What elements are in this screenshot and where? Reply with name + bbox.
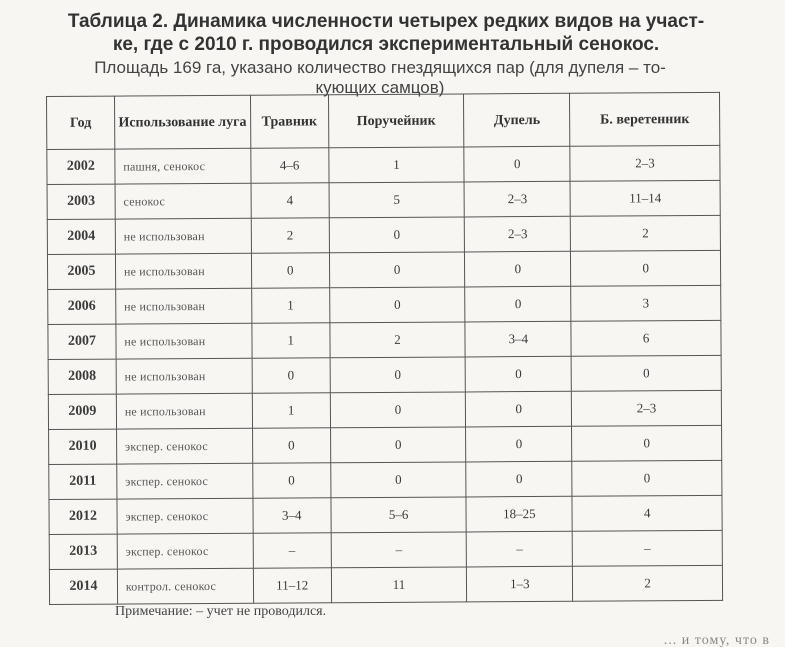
cell-veretennik: 0 xyxy=(572,460,722,496)
cell-veretennik: 0 xyxy=(572,425,722,461)
cell-dupel: 18–25 xyxy=(466,496,572,532)
cell-year: 2007 xyxy=(48,324,116,359)
cell-year: 2004 xyxy=(47,219,115,254)
cell-usage: контрол. сенокос xyxy=(117,568,253,604)
cell-travnik: 0 xyxy=(251,253,329,288)
table-note: Примечание: – учет не проводился. xyxy=(115,604,327,619)
cell-dupel: 0 xyxy=(466,356,572,392)
table-row xyxy=(48,355,721,394)
table-row xyxy=(49,425,722,464)
cell-dupel: 2–3 xyxy=(464,181,570,217)
table-header-row xyxy=(47,92,720,149)
cell-year: 2002 xyxy=(47,149,115,184)
cell-usage: не использован xyxy=(116,288,252,324)
cell-travnik: 1 xyxy=(252,393,330,428)
cell-poruchejnik: 1 xyxy=(328,147,464,183)
header-year: Год xyxy=(47,96,115,149)
cell-veretennik: 11–14 xyxy=(570,180,720,216)
cell-usage: экспер. сенокос xyxy=(117,498,253,534)
cell-dupel: 3–4 xyxy=(465,321,571,357)
header-poruchejnik: Поручейник xyxy=(328,94,464,148)
cell-year: 2003 xyxy=(47,184,115,219)
table-row xyxy=(48,320,721,359)
cell-dupel: 0 xyxy=(464,146,570,182)
table-row xyxy=(47,180,720,219)
cell-poruchejnik: 2 xyxy=(330,322,466,358)
cell-veretennik: 4 xyxy=(572,495,722,531)
cell-year: 2008 xyxy=(48,359,116,394)
cell-poruchejnik: 0 xyxy=(330,462,466,498)
cell-usage: сенокос xyxy=(115,183,251,219)
title-line-1: Таблица 2. Динамика численности четырех редких видов на участ- xyxy=(67,11,705,32)
cell-poruchejnik: 0 xyxy=(330,427,466,463)
cell-usage: пашня, сенокос xyxy=(115,148,251,184)
subtitle-line-1: Площадь 169 га, указано количество гнездящихся пар (для дупеля – то- xyxy=(94,58,666,77)
table-row xyxy=(47,215,720,254)
cell-usage: экспер. сенокос xyxy=(117,463,253,499)
cell-travnik: 2 xyxy=(251,218,329,253)
cell-poruchejnik: 0 xyxy=(330,357,466,393)
cell-dupel: 0 xyxy=(466,461,572,497)
table-row xyxy=(49,530,722,569)
cell-year: 2006 xyxy=(48,289,116,324)
cell-veretennik: 0 xyxy=(571,355,721,391)
cut-off-text: ... и тому, что в xyxy=(663,633,770,647)
cell-dupel: – xyxy=(467,531,573,567)
cell-veretennik: 3 xyxy=(571,285,721,321)
cell-travnik: 0 xyxy=(252,463,330,498)
species-table xyxy=(46,92,723,605)
table-row xyxy=(49,460,722,499)
cell-poruchejnik: – xyxy=(331,532,467,568)
cell-usage: не использован xyxy=(115,218,251,254)
cell-dupel: 1–3 xyxy=(467,566,573,602)
cell-veretennik: – xyxy=(572,530,722,566)
cell-dupel: 0 xyxy=(465,286,571,322)
header-dupel: Дупель xyxy=(464,93,570,147)
table-row xyxy=(47,145,720,184)
cell-usage: не использован xyxy=(115,253,251,289)
cell-travnik: 1 xyxy=(252,323,330,358)
table-row xyxy=(48,390,721,429)
cell-travnik: 0 xyxy=(252,428,330,463)
cell-year: 2010 xyxy=(49,429,117,464)
cell-dupel: 0 xyxy=(466,426,572,462)
cell-travnik: 4 xyxy=(251,183,329,218)
header-travnik: Травник xyxy=(250,95,328,148)
cell-veretennik: 2–3 xyxy=(572,390,722,426)
cell-year: 2014 xyxy=(49,569,117,604)
table-row xyxy=(48,285,721,324)
cell-travnik: 4–6 xyxy=(251,148,329,183)
header-usage: Использование луга xyxy=(114,95,250,149)
cell-travnik: 3–4 xyxy=(253,498,331,533)
header-veretennik: Б. веретенник xyxy=(570,92,720,146)
subtitle-line-2: кующих самцов) xyxy=(315,78,445,97)
cell-dupel: 2–3 xyxy=(465,216,571,252)
cell-year: 2009 xyxy=(48,394,116,429)
cell-poruchejnik: 0 xyxy=(329,252,465,288)
cell-year: 2013 xyxy=(49,534,117,569)
cell-year: 2005 xyxy=(47,254,115,289)
table-row xyxy=(49,495,722,534)
cell-poruchejnik: 0 xyxy=(330,392,466,428)
table-body xyxy=(47,145,723,604)
cell-poruchejnik: 0 xyxy=(329,217,465,253)
cell-poruchejnik: 5 xyxy=(329,182,465,218)
cell-travnik: 0 xyxy=(252,358,330,393)
cell-veretennik: 2–3 xyxy=(570,145,720,181)
cell-usage: не использован xyxy=(116,358,252,394)
cell-dupel: 0 xyxy=(465,251,571,287)
cell-veretennik: 0 xyxy=(571,250,721,286)
cell-usage: экспер. сенокос xyxy=(117,533,253,569)
cell-veretennik: 2 xyxy=(570,215,720,251)
cell-travnik: 1 xyxy=(251,288,329,323)
cell-travnik: – xyxy=(253,533,331,568)
cell-usage: не использован xyxy=(116,323,252,359)
cell-year: 2011 xyxy=(49,464,117,499)
title-line-2: ке, где с 2010 г. проводился экспериментальный сенокос. xyxy=(112,34,660,55)
table-row xyxy=(49,565,722,604)
cell-usage: экспер. сенокос xyxy=(116,428,252,464)
cell-poruchejnik: 5–6 xyxy=(331,497,467,533)
cell-dupel: 0 xyxy=(466,391,572,427)
cell-veretennik: 6 xyxy=(571,320,721,356)
cell-poruchejnik: 0 xyxy=(329,287,465,323)
cell-veretennik: 2 xyxy=(573,565,723,601)
cell-year: 2012 xyxy=(49,499,117,534)
table-row xyxy=(47,250,720,289)
cell-travnik: 11–12 xyxy=(253,568,331,603)
cell-usage: не использован xyxy=(116,393,252,429)
table-title xyxy=(56,10,716,56)
cell-poruchejnik: 11 xyxy=(331,567,467,603)
